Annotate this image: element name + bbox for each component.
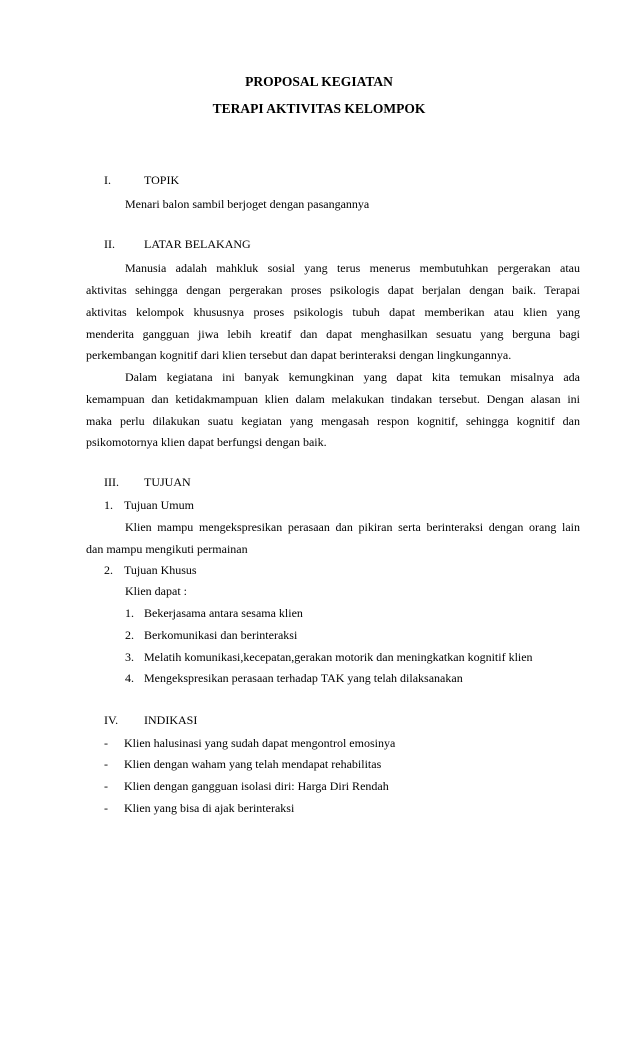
- tujuan-khusus-intro: Klien dapat :: [125, 584, 187, 598]
- indikasi-bullet: -: [104, 736, 108, 750]
- paragraph-1-line: menderita gangguan jiwa lebih kreatif dan dapat menghasilkan sesuatu yang berguna bagi: [86, 327, 580, 341]
- indikasi-item: Klien dengan gangguan isolasi diri: Harga Diri Rendah: [124, 779, 389, 793]
- paragraph-2-line: Dalam kegiatana ini banyak kemungkinan yang dapat kita temukan misalnya ada: [125, 370, 580, 384]
- section-4-heading: INDIKASI: [144, 713, 198, 727]
- khusus-item-number: 1.: [125, 606, 134, 620]
- indikasi-item: Klien yang bisa di ajak berinteraksi: [124, 801, 295, 815]
- document-subtitle: TERAPI AKTIVITAS KELOMPOK: [212, 101, 426, 116]
- khusus-item-text: Berkomunikasi dan berinteraksi: [144, 628, 298, 642]
- paragraph-2-line: psikomotornya klien dapat berfungsi dengan baik.: [86, 435, 327, 449]
- khusus-item-number: 3.: [125, 650, 134, 664]
- khusus-item-text: Mengekspresikan perasaan terhadap TAK yang telah dilaksanakan: [144, 671, 463, 685]
- paragraph-1-line: Manusia adalah mahkluk sosial yang terus menerus membutuhkan pergerakan atau: [125, 261, 580, 275]
- khusus-item-number: 4.: [125, 671, 134, 685]
- khusus-item-text: Bekerjasama antara sesama klien: [144, 606, 303, 620]
- khusus-item-text: Melatih komunikasi,kecepatan,gerakan motorik dan meningkatkan kognitif klien: [144, 650, 533, 664]
- section-2-number: II.: [104, 237, 115, 251]
- tujuan-umum-body-line: dan mampu mengikuti permainan: [86, 542, 248, 556]
- tujuan-umum-number: 1.: [104, 498, 113, 512]
- paragraph-1-line: perkembangan kognitif dari klien tersebut dan dapat berinteraksi dengan lingkungannya.: [86, 348, 512, 362]
- tujuan-khusus-number: 2.: [104, 563, 113, 577]
- section-1-number: I.: [104, 173, 111, 187]
- document-title: PROPOSAL KEGIATAN: [245, 74, 393, 89]
- indikasi-bullet: -: [104, 801, 108, 815]
- tujuan-umum-body-line: Klien mampu mengekspresikan perasaan dan pikiran serta berinteraksi dengan orang lain: [125, 520, 580, 534]
- section-2-heading: LATAR BELAKANG: [144, 237, 251, 251]
- section-1-body: Menari balon sambil berjoget dengan pasangannya: [125, 197, 370, 211]
- section-3-heading: TUJUAN: [144, 475, 191, 489]
- paragraph-2-line: kemampuan dan ketidakmampuan klien dalam melakukan tindakan tersebut. Dengan alasan ini: [86, 392, 580, 406]
- section-4-number: IV.: [104, 713, 119, 727]
- indikasi-bullet: -: [104, 779, 108, 793]
- indikasi-bullet: -: [104, 757, 108, 771]
- indikasi-item: Klien halusinasi yang sudah dapat mengontrol emosinya: [124, 736, 396, 750]
- paragraph-1-line: aktivitas sehingga dengan pergerakan proses psikologis dapat berjalan dengan baik. Terapai: [86, 283, 580, 297]
- khusus-item-number: 2.: [125, 628, 134, 642]
- indikasi-item: Klien dengan waham yang telah mendapat rehabilitas: [124, 757, 382, 771]
- paragraph-2-line: maka perlu dilakukan suatu kegiatan yang mengasah respon kognitif, sehingga kognitif dan: [86, 414, 580, 428]
- paragraph-1-line: aktivitas kelompok khususnya proses psikologis tubuh dapat memberikan atau klien yang: [86, 305, 580, 319]
- tujuan-khusus-label: Tujuan Khusus: [124, 563, 197, 577]
- section-1-heading: TOPIK: [144, 173, 180, 187]
- section-3-number: III.: [104, 475, 119, 489]
- tujuan-umum-label: Tujuan Umum: [124, 498, 194, 512]
